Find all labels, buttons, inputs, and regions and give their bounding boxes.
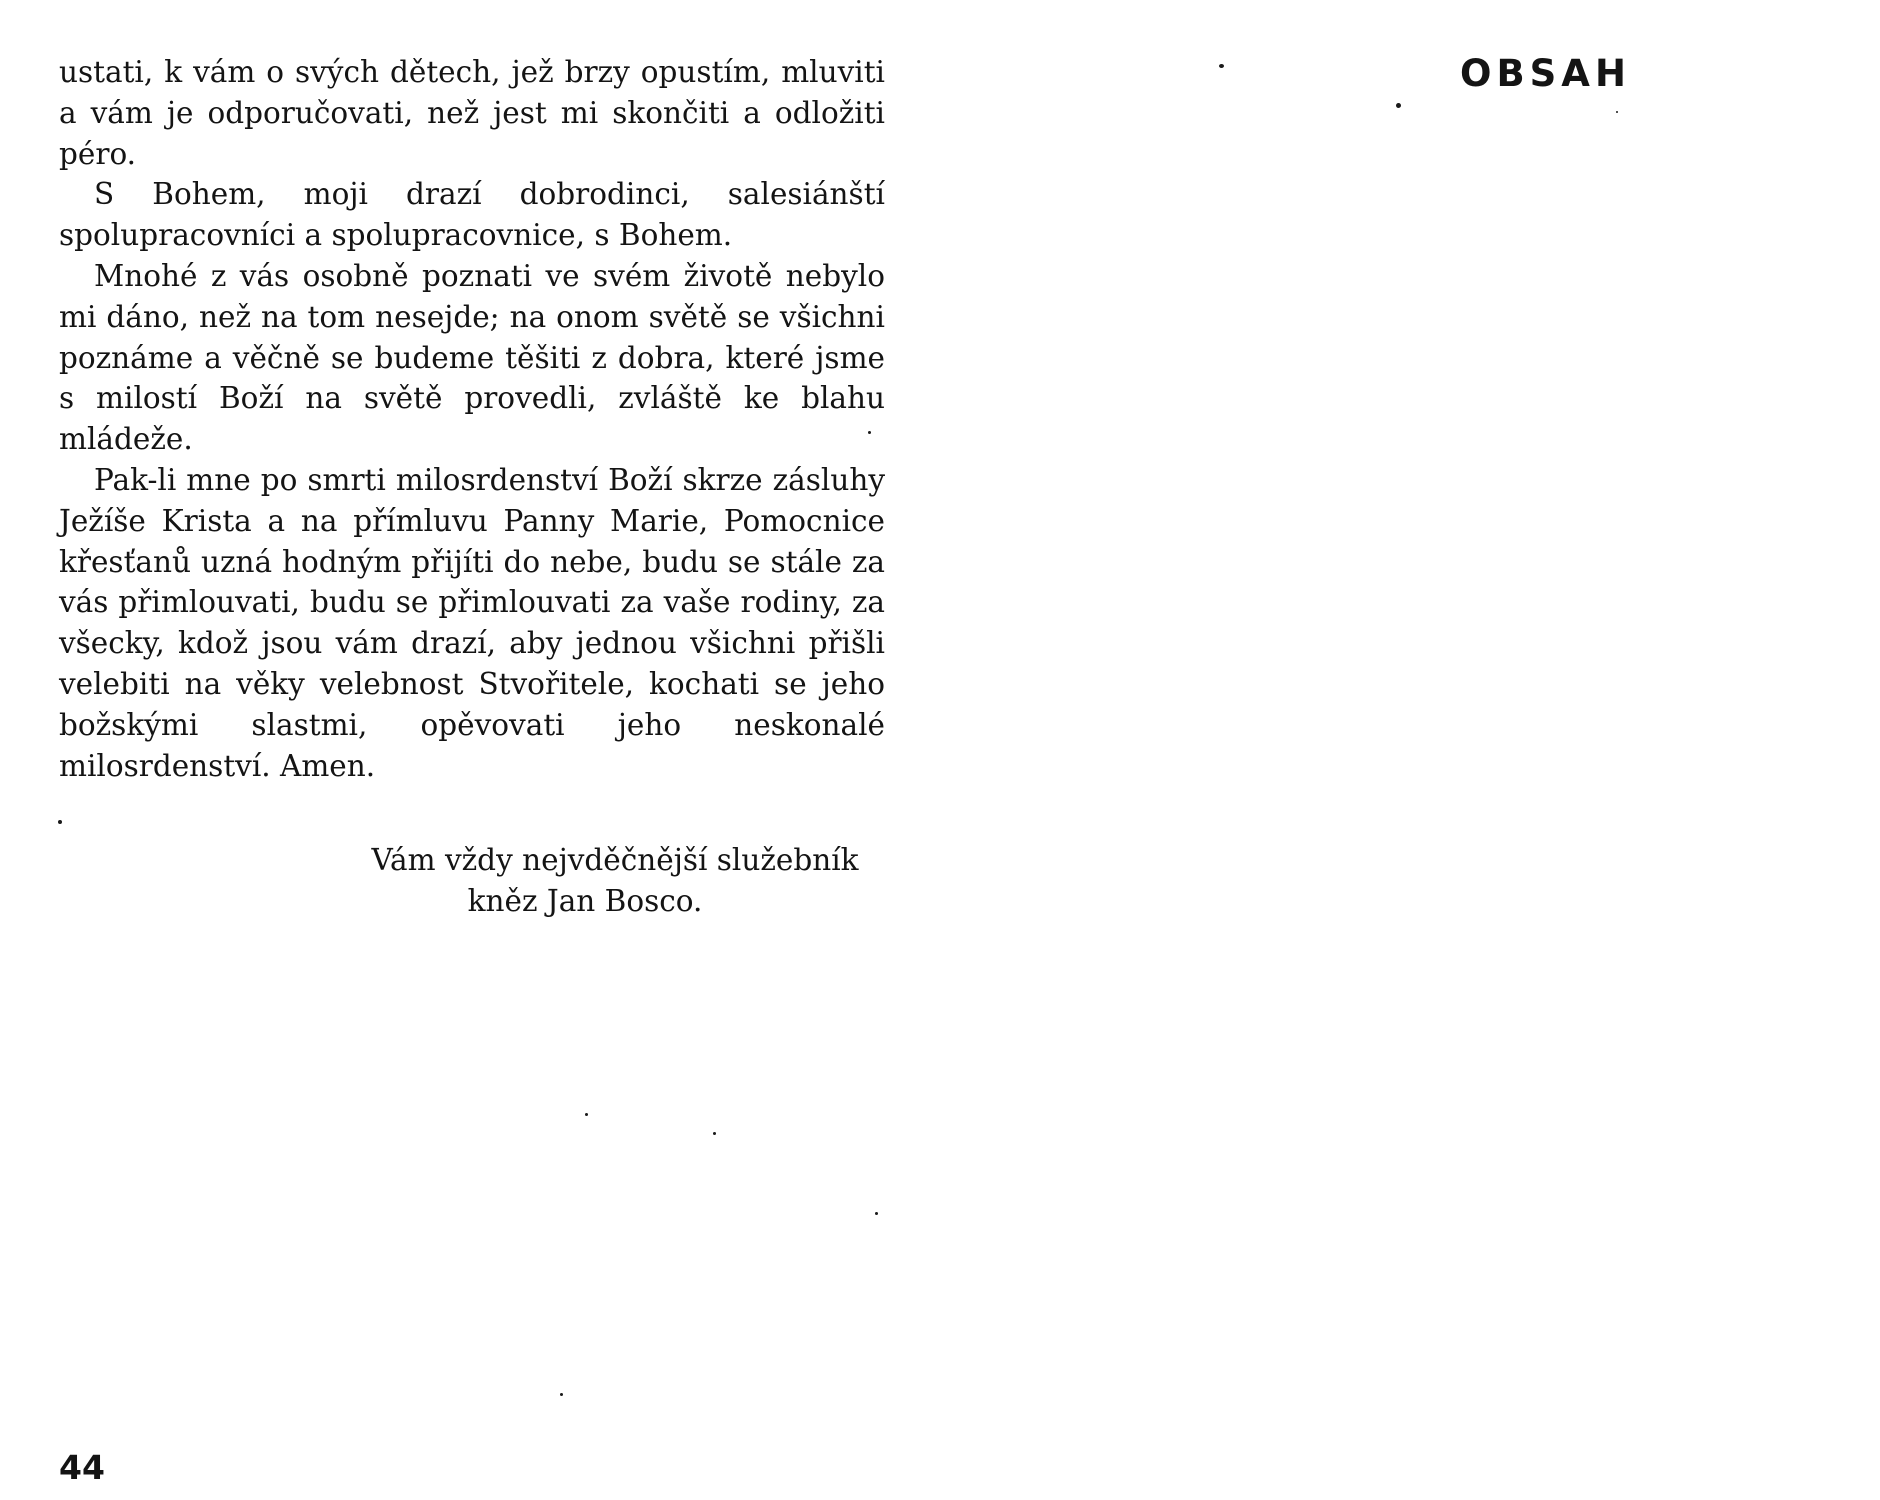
paragraph-4: Pak-li mne po smrti milosrdenství Boží skrze zásluhy Ježíše Krista a na přímluvu Panny Marie, Pomocnice křesťanů uzná hodným přijíti do nebe, budu se stále za vás přimlouvati, budu se přimlouvati za vaše rodiny, za všecky, kdož jsou vám drazí, aby jednou všichni přišli velebiti na věky velebnost Stvořitele, kochati se jeho božskými slastmi, opěvovati jeho neskonalé milosrdenství. Amen. xyxy=(59,462,885,783)
print-speck xyxy=(1219,64,1224,68)
signature-block xyxy=(285,840,885,922)
page-number: 44 xyxy=(59,1448,105,1487)
print-speck xyxy=(875,1212,878,1215)
paragraph-1: ustati, k vám o svých dětech, jež brzy opustím, mluviti a vám je odporučovati, než jest mi skončiti a odložiti péro. xyxy=(59,55,885,171)
print-speck xyxy=(1616,111,1618,113)
paragraph-3: Mnohé z vás osobně poznati ve svém životě nebylo mi dáno, než na tom nesejde; na onom světě se všichni poznáme a věčně se budeme těšiti z dobra, které jsme s milostí Boží na světě provedli, zvláště ke blahu mládeže. xyxy=(59,258,885,457)
signature-closing: Vám vždy nejvděčnější služebník xyxy=(371,843,859,877)
print-speck xyxy=(1396,103,1401,108)
print-speck xyxy=(585,1113,588,1116)
paragraph-2: S Bohem, moji drazí dobrodinci, salesiánští spolupracovníci a spolupracovnice, s Bohem. xyxy=(59,177,885,253)
page-title: OBSAH xyxy=(1460,52,1631,95)
print-speck xyxy=(868,431,871,434)
print-speck xyxy=(560,1393,563,1396)
right-page xyxy=(940,0,1880,1500)
print-speck xyxy=(58,820,62,824)
signature-name: kněz Jan Bosco. xyxy=(467,883,703,918)
print-speck xyxy=(713,1132,716,1135)
letter-body xyxy=(59,52,885,786)
